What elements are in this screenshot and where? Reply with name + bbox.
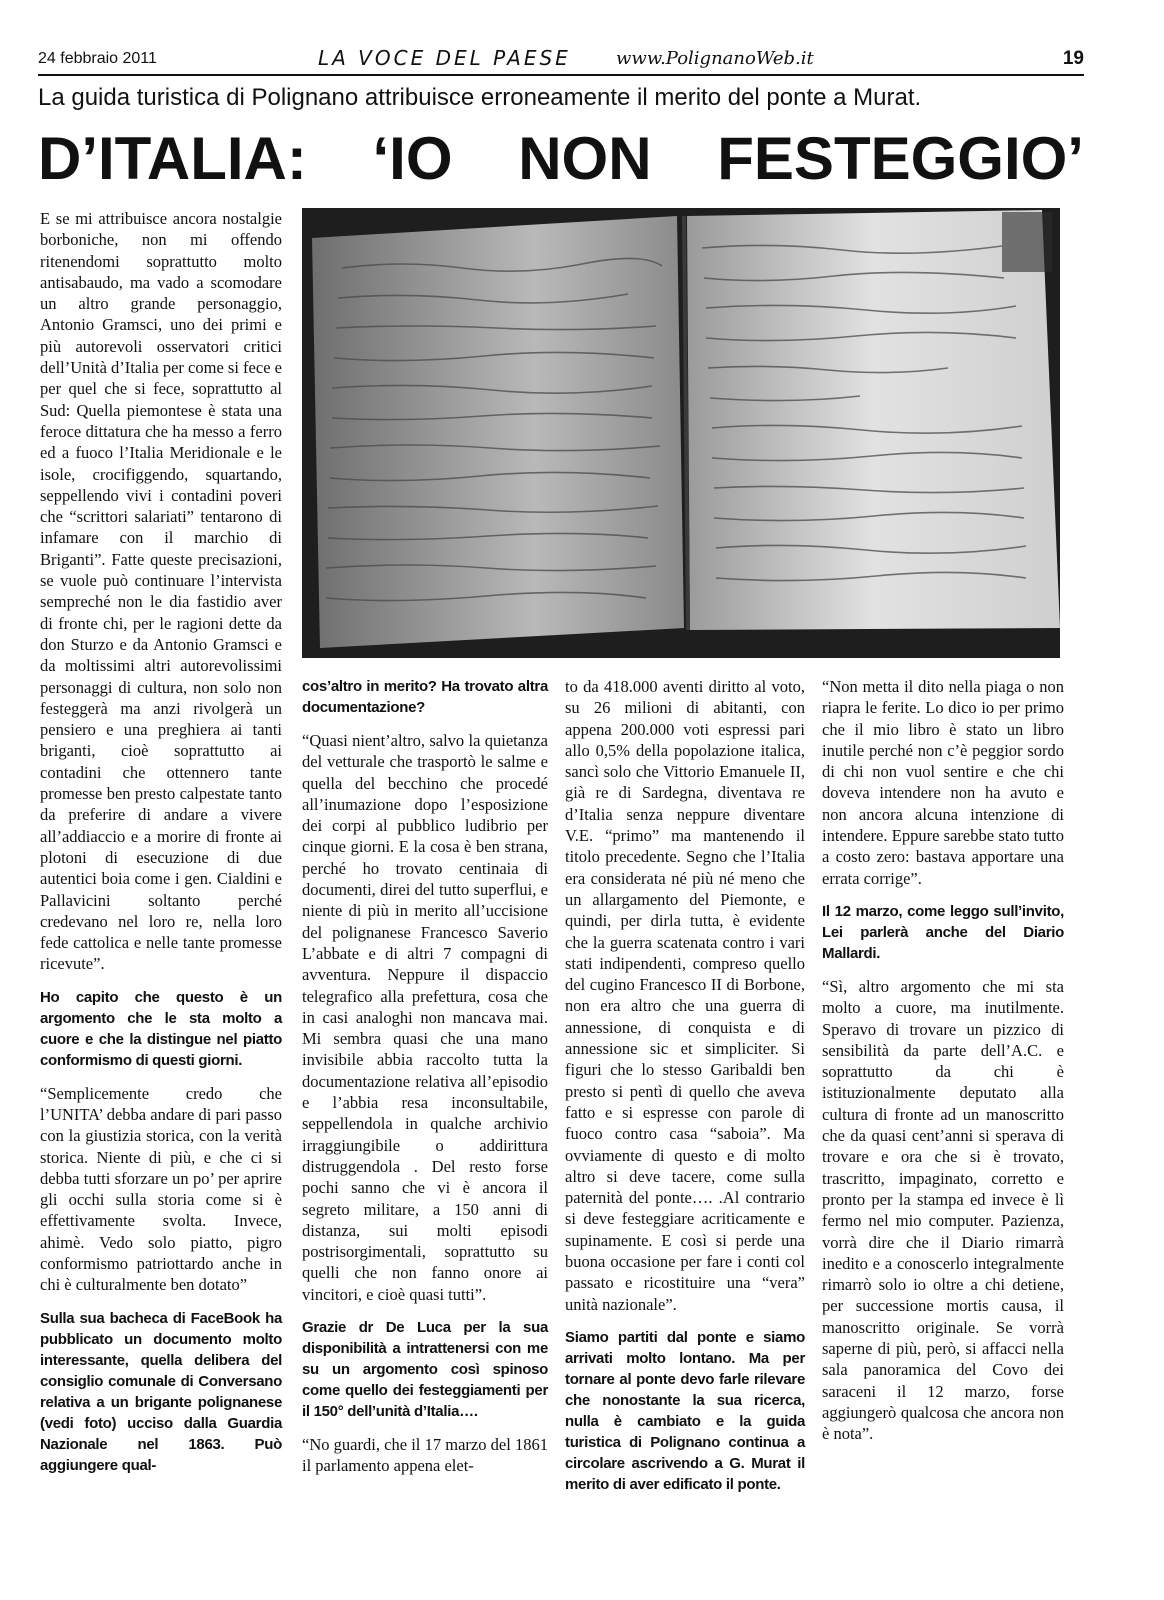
interview-question: Sulla sua bacheca di FaceBook ha pubblicato un documento molto interessante, quella delibera del consiglio comunale di Conversano relativa a un brigante polignanese (vedi foto) ucciso dalla Guardia Nazionale nel 1863. Può aggiungere qual-: [40, 1309, 282, 1474]
headline-word: NON: [518, 125, 652, 192]
body-paragraph: “Sì, altro argomento che mi sta molto a cuore, ma inutilmente. Speravo di trovare un pizzico di sensibilità da parte dell’A.C. e soprattutto da chi è istituzionalmente deputato alla cultura di fronte ad un manoscritto che da quasi cent’anni si sperava di trovare e ora che si è trovato, trascritto, impaginato, corretto e pronto per la stampa ed invece è lì fermo nel mio computer. Pazienza, vorrà dire che il Diario rimarrà inedito e a conoscerlo integralmente rimarrò solo io oltre a chi detiene, per successione mortis causa, il manoscritto originale. Se vorrà saperne di più, però, si affacci nella sala panoramica del Covo dei saraceni il 12 marzo, forse aggiungerò qualcosa che ancora non è nota”.: [822, 976, 1064, 1444]
headline-word: ‘IO: [372, 125, 453, 192]
interview-question: Grazie dr De Luca per la sua disponibilità a intrattenersi con me su un argomento così spinoso come quello dei festeggiamenti per il 150° dell’unità d’Italia….: [302, 1319, 548, 1421]
page-number: 19: [1062, 48, 1084, 69]
interview-question: Siamo partiti dal ponte e siamo arrivati molto lontano. Ma per tornare al ponte devo farle rilevare che nonostante la sua ricerca, nulla è cambiato e la guida turistica di Polignano continua a circolare ascrivendo a G. Murat il merito di aver edificato il ponte.: [565, 1328, 805, 1493]
article-column-3: [565, 676, 805, 1507]
interview-question: Il 12 marzo, come leggo sull’invito, Lei parlerà anche del Diario Mallardi.: [822, 902, 1064, 962]
manuscript-photo: [302, 208, 1060, 658]
manuscript-photo-icon: [302, 208, 1060, 658]
interview-question: cos’altro in merito? Ha trovato altra documentazione?: [302, 678, 548, 716]
body-paragraph: “Semplicemente credo che l’UNITA’ debba andare di pari passo con la giustizia storica, con la verità storica. Niente di più, e che ci si debba tutti sforzare un po’ per aprire gli occhi sulla storia come si è effettivamente svolta. Invece, ahimè. Vedo solo piatto, pigro conformismo patriottardo anche in chi è culturalmente ben dotato”: [40, 1083, 282, 1295]
article-column-1: [40, 208, 282, 1488]
body-paragraph: “No guardi, che il 17 marzo del 1861 il parlamento appena elet-: [302, 1435, 548, 1476]
headline: [38, 124, 1084, 194]
website-url: www.PolignanoWeb.it: [616, 48, 814, 69]
headline-word: D’ITALIA:: [38, 125, 307, 192]
newspaper-name: LA VOCE DEL PAESE: [318, 46, 571, 70]
masthead: [38, 46, 1084, 76]
article-column-4: [822, 676, 1064, 1457]
headline-word: FESTEGGIO’: [717, 125, 1084, 192]
body-paragraph: “Non metta il dito nella piaga o non riapra le ferite. Lo dico io per primo che il mio libro è stato un libro inutile perché non c’è peggior sordo di chi non vuol sentire e che chi doveva intendere non ha avuto e non ancora alcuna intenzione di intendere. Eppure sarebbe stato tutto a costo zero: bastava apportare una errata corrige”.: [822, 677, 1064, 888]
interview-question: Ho capito che questo è un argomento che le sta molto a cuore e che la distingue nel piatto conformismo di questi giorni.: [40, 988, 282, 1069]
article-column-2: [302, 676, 548, 1489]
body-paragraph: to da 418.000 aventi diritto al voto, su 26 milioni di abitanti, con appena 200.000 voti espressi pari allo 0,5% della popolazione italica, sancì solo che Vittorio Emanuele II, già re di Sardegna, diventava re d’Italia senza neppure diventare V.E. “primo” ma mantenendo il titolo precedente. Segno che l’Italia era considerata né più né meno che un allargamento del Piemonte, e quindi, per dirla tutta, è evidente che la guerra scatenata contro i vari stati indipendenti, compreso quello del cugino Francesco II di Borbone, non era altro che una guerra di annessione, di conquista e di annessione sic et simpliciter. Si figuri che lo stesso Garibaldi ben presto si pentì di quello che aveva fatto e si espresse con parole di fuoco contro casa “saboia”. Ma ovviamente di questo e di molto altro si deve tacere, come sulla paternità del ponte…. .Al contrario si deve festeggiare acriticamente e supinamente. E così si perde una buona occasione per fare i conti col passato e ricostituire una “vera” unità nazionale”.: [565, 677, 805, 1314]
issue-date: 24 febbraio 2011: [38, 50, 157, 67]
body-paragraph: E se mi attribuisce ancora nostalgie borboniche, non mi offendo ritenendomi soprattutto molto antisabaudo, ma vado a scomodare un altro grande personaggio, Antonio Gramsci, uno dei primi e più autorevoli osservatori critici dell’Unità d’Italia per come si fece e per quel che si fece, soprattutto al Sud: Quella piemontese è stata una feroce dittatura che ha messo a ferro ed a fuoco l’Italia Meridionale e le isole, crocifiggendo, squartando, seppellendo vivi i contadini poveri che “scrittori salariati” tentarono di infamare con il marchio di Briganti”. Fatte queste precisazioni, se vuole può continuare l’intervista sempreché non le dia fastidio aver di fronte chi, per le ragioni dette da don Sturzo e da Antonio Gramsci e da moltissimi altri autorevolissimi personaggi di cultura, non solo non festeggerà ma anzi rivolgerà un pensiero e una preghiera ai tanti briganti, cioè soprattutto ai contadini che ottennero tante promesse ben presto calpestate tanto da preferire di andare a vivere all’addiaccio e a morire di fronte ai plotoni di esecuzione di due autentici boia come i gen. Cialdini e Pallavicini soltanto perché credevano nel loro re, nella loro fede cattolica e nelle tante promesse ricevute”.: [40, 209, 282, 974]
subheadline: La guida turistica di Polignano attribuisce erroneamente il merito del ponte a Murat.: [38, 84, 922, 111]
body-paragraph: “Quasi nient’altro, salvo la quietanza del vetturale che trasportò le salme e quella del becchino che procedé all’inumazione dopo l’esposizione dei corpi al pubblico ludibrio per cinque giorni. E la cosa è ben strana, perché ho trovato centinaia di documenti, direi del tutto superflui, e niente di più in merito all’uccisione del polignanese Francesco Saverio L’abbate e di altri 7 compagni di avventura. Neppure il dispaccio telegrafico alla prefettura, cosa che in casi analoghi non mancava mai. Mi sembra quasi che una mano invisibile abbia raccolto tutta la documentazione relativa all’episodio e l’abbia resa inconsultabile, seppellendola in qualche archivio irraggiungibile o addirittura distruggendola . Del resto forse pochi sanno che vi è ancora il segreto militare, a 150 anni di distanza, sui molti episodi postrisorgimentali, soprattutto su quelli che non fanno onore ai vincitori, e cioè quasi tutti”.: [302, 731, 548, 1304]
